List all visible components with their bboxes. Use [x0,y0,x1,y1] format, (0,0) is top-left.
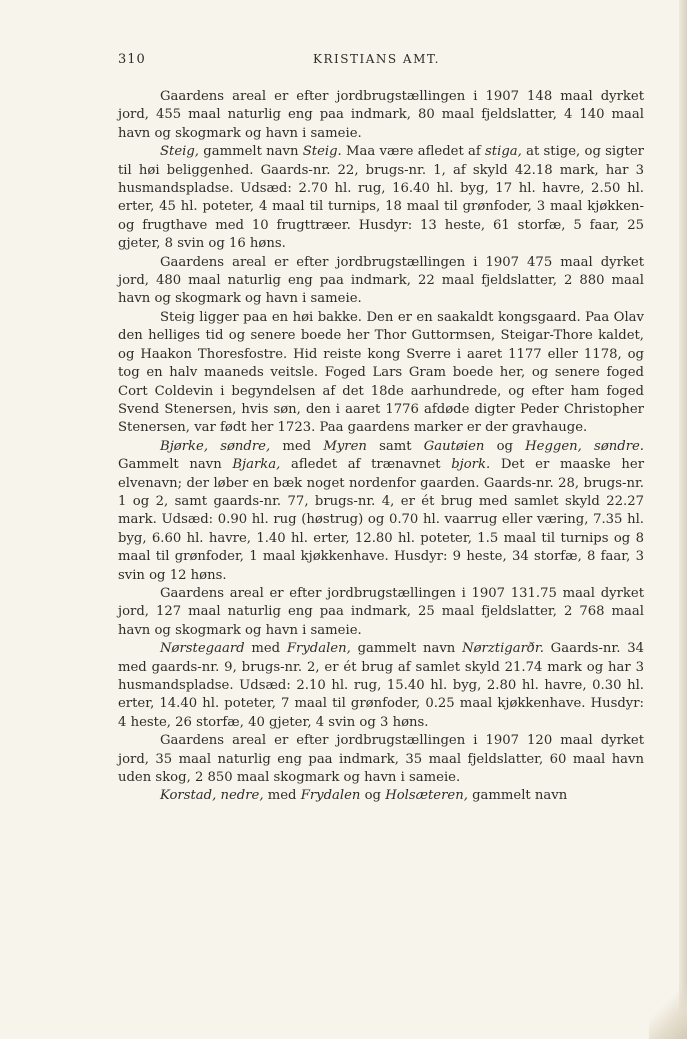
text-run: Det er maaske her elvenavn; der løber en bæk noget nordenfor gaarden. Gaards-nr. 28, brugs-nr. 1 og 2, samt gaards-nr. 77, brugs-nr. 4, er ét brug med samlet skyld 22.27 mark. Udsæd: 0.90 hl. rug (høstrug) og 0.70 hl. vaarrug eller væring, 7.35 hl. byg, 6.60 hl. havre, 1.40 hl. erter, 12.80 hl. poteter, 1.5 maal til turnips og 8 maal til grønfoder, 1 maal kjøkkenhave. Husdyr: 9 heste, 34 storfæ, 8 faar, 3 svin og 12 høns. [118,457,644,583]
text-run: samt [366,438,424,454]
paragraph [118,254,644,309]
italic-run: bjork. [451,457,491,473]
text-run: Gammelt navn [118,457,233,473]
paragraph [118,585,644,640]
paragraph [118,640,644,732]
text-run: Gaardens areal er efter jordbrugstællingen i 1907 475 maal dyrket jord, 480 maal naturlig eng paa indmark, 22 maal fjeldslatter, 2 880 maal havn og skogmark og havn i sameie. [118,254,644,307]
text-run: at stige, og sigter til høi beliggenhed. Gaards-nr. 22, brugs-nr. 1, af skyld 42.18 mark, har 3 husmandspladse. Udsæd: 2.70 hl. rug, 16.40 hl. byg, 17 hl. havre, 2.50 hl. erter, 45 hl. poteter, 4 maal til turnips, 18 maal til grønfoder, 3 maal kjøkken- og frugthave med 10 frugttræer. Husdyr: 13 heste, 61 storfæ, 5 faar, 25 gjeter, 8 svin og 16 høns. [118,144,644,252]
running-title: KRISTIANS AMT. [313,52,440,66]
paragraph [118,309,644,438]
italic-run: Steig, [160,144,199,160]
paragraph [118,88,644,143]
italic-run: Frydalen, [286,641,351,657]
italic-run: Nørstegaard [160,641,245,657]
paragraph [118,732,644,787]
text-run: Gaardens areal er efter jordbrugstællingen i 1907 131.75 maal dyrket jord, 127 maal naturlig eng paa indmark, 25 maal fjeldslatter, 2 768 maal havn og skogmark og havn i sameie. [118,585,644,638]
italic-run: Bjarka, [232,457,281,473]
paragraph [118,787,644,805]
text-run: og [360,788,386,804]
italic-run: Frydalen [300,788,361,804]
page-corner-fold [649,979,687,1039]
page-number: 310 [118,52,146,67]
text-run: med [270,438,324,454]
text-run: med [263,788,301,804]
italic-run: Myren [323,438,367,454]
text-run: gammelt navn [199,144,303,160]
paragraph [118,143,644,253]
italic-run: Holsæteren, [385,788,468,804]
italic-run: Nørztigarðr. [462,641,544,657]
text-run: gammelt navn [467,788,568,804]
paragraph [118,438,644,585]
text-run: gammelt navn [350,641,463,657]
text-run: afledet af trænavnet [280,457,452,473]
italic-run: Steig. [302,144,342,160]
text-run: Maa være afledet af [341,144,486,160]
text-run: og [484,438,526,454]
italic-run: stiga, [485,144,522,160]
italic-run: Bjørke, søndre, [160,438,271,454]
italic-run: Heggen, søndre. [525,438,644,454]
page-header [118,52,640,74]
text-run: Gaardens areal er efter jordbrugstællingen i 1907 120 maal dyrket jord, 35 maal naturlig eng paa indmark, 35 maal fjeldslatter, 60 maal havn uden skog, 2 850 maal skogmark og havn i sameie. [118,733,644,786]
text-run: Gaardens areal er efter jordbrugstællingen i 1907 148 maal dyrket jord, 455 maal naturlig eng paa indmark, 80 maal fjeldslatter, 4 140 maal havn og skogmark og havn i sameie. [118,89,644,141]
text-run: Gaards-nr. 34 med gaards-nr. 9, brugs-nr. 2, er ét brug af samlet skyld 21.74 mark og har 3 husmandspladse. Udsæd: 2.10 hl. rug, 15.40 hl. byg, 2.80 hl. havre, 0.30 hl. erter, 14.40 hl. poteter, 7 maal til grønfoder, 0.25 maal kjøkkenhave. Husdyr: 4 heste, 26 storfæ, 40 gjeter, 4 svin og 3 høns. [118,641,644,730]
text-run: Steig ligger paa en høi bakke. Den er en saakaldt kongsgaard. Paa Olav den helliges tid og senere boede her Thor Guttormsen, Steigar-Thore kaldet, og Haakon Thoresfostre. Hid reiste kong Sverre i aaret 1177 eller 1178, og tog en halv maaneds veitsle. Foged Lars Gram boede her, og senere foged Cort Coldevin i begyndelsen af det 18de aarhundrede, og efter ham foged Svend Stenersen, hvis søn, den i aaret 1776 afdøde digter Peder Christopher Stenersen, var født her 1723. Paa gaardens marker er der gravhauge. [118,309,644,436]
italic-run: Korstad, nedre, [160,788,264,804]
page-edge-shadow [679,0,687,1039]
text-run: med [244,641,287,657]
italic-run: Gautøien [423,438,485,454]
body-text [118,88,644,806]
